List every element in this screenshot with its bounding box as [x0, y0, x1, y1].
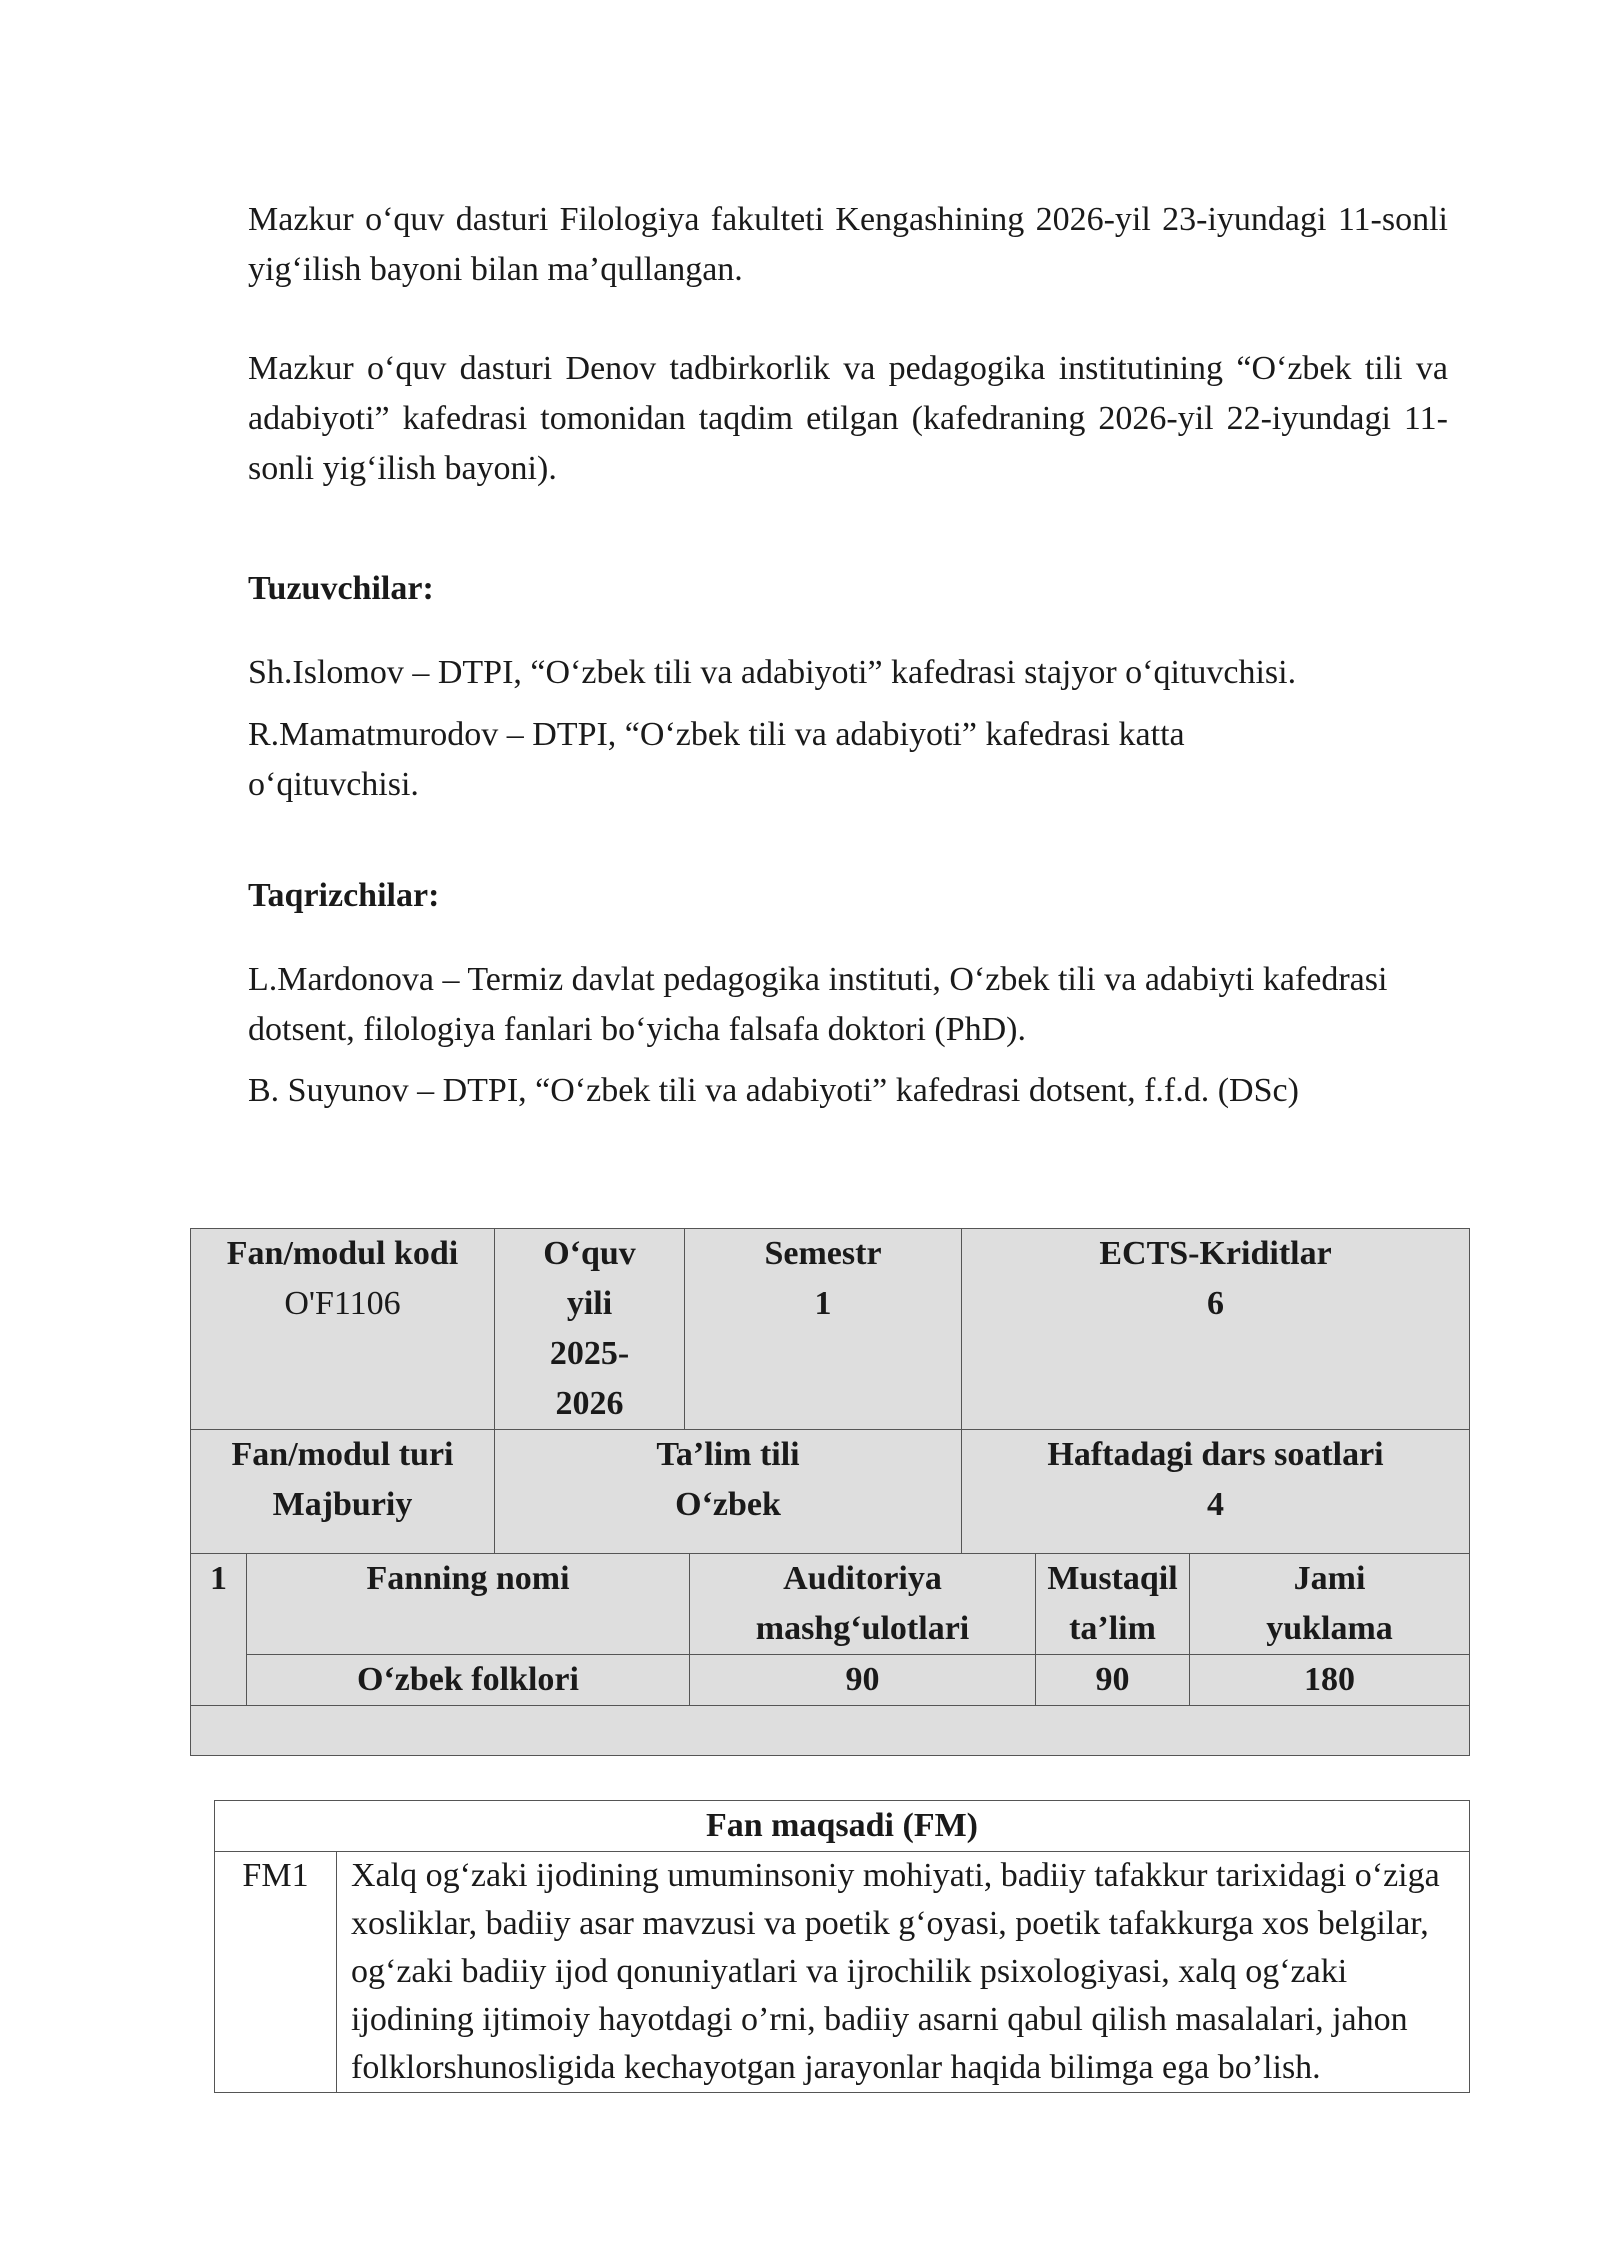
course-goal-table	[214, 1800, 1470, 2093]
ects-label: ECTS-Kriditlar	[1099, 1235, 1332, 1272]
semester-cell	[685, 1229, 962, 1430]
subject-name-header: Fanning nomi	[247, 1554, 690, 1655]
module-code-label: Fan/modul kodi	[226, 1235, 459, 1272]
course-goal-heading: Fan maqsadi (FM)	[215, 1801, 1470, 1852]
language-label: Ta’lim tili	[656, 1436, 800, 1473]
module-code-value: O'F1106	[284, 1285, 401, 1322]
auditorium-label: mashg‘ulotlari	[755, 1610, 970, 1647]
module-code-cell	[191, 1229, 495, 1430]
weekly-hours-cell	[962, 1430, 1470, 1554]
subject-name-value: O‘zbek folklori	[247, 1655, 690, 1706]
independent-study-label: ta’lim	[1069, 1610, 1156, 1647]
weekly-hours-label: Haftadagi dars soatlari	[1047, 1436, 1384, 1473]
language-cell	[495, 1430, 962, 1554]
module-type-label: Fan/modul turi	[231, 1436, 454, 1473]
independent-study-header	[1036, 1554, 1190, 1655]
independent-study-label: Mustaqil	[1047, 1560, 1178, 1597]
auditorium-label: Auditoriya	[783, 1560, 942, 1597]
goal-code: FM1	[215, 1852, 337, 2093]
academic-year-label: O‘quv	[543, 1235, 636, 1272]
independent-hours-value: 90	[1036, 1655, 1190, 1706]
auditorium-hours-value: 90	[690, 1655, 1036, 1706]
weekly-hours-value: 4	[1207, 1486, 1225, 1523]
language-value: O‘zbek	[675, 1486, 781, 1523]
reviewer-item: B. Suyunov – DTPI, “O‘zbek tili va adabiyoti” kafedrasi dotsent, f.f.d. (DSc)	[248, 1072, 1299, 1109]
total-load-label: Jami	[1293, 1560, 1366, 1597]
academic-year-value: 2025-	[549, 1335, 630, 1372]
academic-year-value: 2026	[555, 1385, 624, 1422]
compilers-heading: Tuzuvchilar:	[248, 570, 434, 607]
academic-year-label: yili	[566, 1285, 613, 1322]
empty-row	[191, 1706, 1470, 1756]
compiler-item: R.Mamatmurodov – DTPI, “O‘zbek tili va adabiyoti” kafedrasi katta o‘qituvchisi.	[248, 716, 1185, 803]
goal-text: Xalq og‘zaki ijodining umuminsoniy mohiyati, badiiy tafakkur tarixidagi o‘ziga xosliklar, badiiy asar mavzusi va poetik g‘oyasi, poetik tafakkurga xos belgilar, og‘zaki badiiy ijod qonuniyatlari va ijrochilik psixologiyasi, xalq og‘zaki ijodining ijtimoiy hayotdagi o’rni, badiiy asarni qabul qilish masalalari, jahon folklorshunosligida kechayotgan jarayonlar haqida bilimga ega bo’lish.	[337, 1852, 1470, 2093]
reviewers-heading: Taqrizchilar:	[248, 877, 440, 914]
total-hours-value: 180	[1190, 1655, 1470, 1706]
ects-value: 6	[1207, 1285, 1225, 1322]
total-load-label: yuklama	[1266, 1610, 1393, 1647]
total-load-header	[1190, 1554, 1470, 1655]
compiler-item: Sh.Islomov – DTPI, “O‘zbek tili va adabiyoti” kafedrasi stajyor o‘qituvchisi.	[248, 654, 1297, 691]
department-approval-paragraph: Mazkur o‘quv dasturi Denov tadbirkorlik va pedagogika institutining “O‘zbek tili va adabiyoti” kafedrasi tomonidan taqdim etilgan (kafedraning 2026-yil 22-iyundagi 11-sonli yig‘ilish bayoni).	[248, 350, 1448, 487]
module-type-value: Majburiy	[272, 1486, 413, 1523]
course-info-table	[190, 1228, 1470, 1756]
row-number-cell: 1	[191, 1554, 247, 1706]
semester-label: Semestr	[764, 1235, 882, 1272]
ects-cell	[962, 1229, 1470, 1430]
reviewer-item: L.Mardonova – Termiz davlat pedagogika instituti, O‘zbek tili va adabiyti kafedrasi dotsent, filologiya fanlari bo‘yicha falsafa doktori (PhD).	[248, 961, 1388, 1048]
module-type-cell	[191, 1430, 495, 1554]
academic-year-cell	[495, 1229, 685, 1430]
auditorium-header	[690, 1554, 1036, 1655]
semester-value: 1	[814, 1285, 832, 1322]
faculty-approval-paragraph: Mazkur o‘quv dasturi Filologiya fakulteti Kengashining 2026-yil 23-iyundagi 11-sonli yig‘ilish bayoni bilan ma’qullangan.	[248, 201, 1448, 288]
